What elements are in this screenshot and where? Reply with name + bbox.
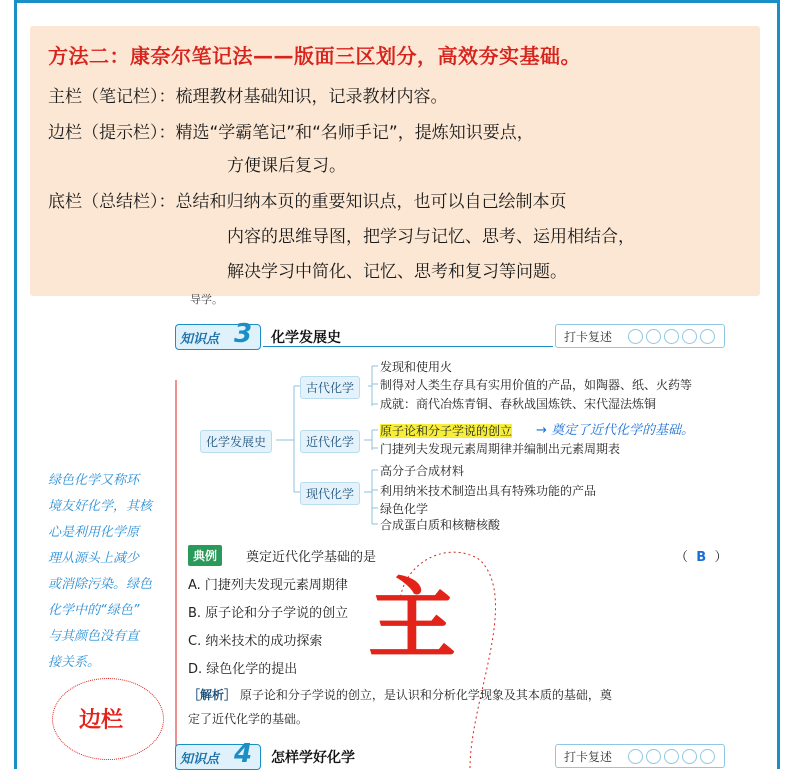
leaf-modern-1: 高分子合成材料 (380, 464, 465, 478)
margin-line: 接关系。 (48, 655, 101, 670)
method-title: 方法二：康奈尔笔记法——版面三区划分，高效夯实基础。 (48, 44, 581, 68)
handwritten-note: → 奠定了近代化学的基础。 (536, 423, 695, 438)
answer-open: （ (675, 550, 689, 565)
analysis-line-1 (188, 686, 612, 703)
margin-line: 理从源头上减少 (48, 551, 140, 566)
kp3-title: 化学发展史 (271, 330, 341, 346)
review-circle[interactable] (628, 749, 643, 764)
kp4-review-box[interactable] (555, 744, 725, 768)
row-label: 底栏（总结栏）： (48, 192, 176, 212)
example-badge: 典例 (188, 545, 222, 566)
leaf-ancient-1: 发现和使用火 (380, 360, 453, 374)
side-area-label: 边栏 (79, 708, 124, 733)
margin-line: 绿色化学又称环 (48, 473, 140, 488)
option-b: B. 原子论和分子学说的创立 (188, 606, 349, 621)
margin-note (48, 468, 173, 676)
kp4-header (175, 739, 725, 769)
leaf-early-1 (380, 422, 512, 439)
kp4-review-label: 打卡复述 (564, 750, 613, 764)
answer-value: B (696, 550, 707, 565)
analysis-line-2: 定了近代化学的基础。 (188, 712, 309, 726)
analysis-text: 原子论和分子学说的创立，是认识和分析化学现象及其本质的基础，奠 (239, 688, 612, 702)
highlight: 原子论和分子学说的创立 (380, 424, 513, 438)
review-circle[interactable] (700, 749, 715, 764)
kp3-number: 3 (234, 319, 253, 349)
margin-line: 与其颜色没有直 (48, 629, 140, 644)
leaf-ancient-3: 成就：商代冶炼青铜、春秋战国炼铁、宋代湿法炼铜 (380, 397, 657, 411)
leaf-early-2: 门捷列夫发现元素周期律并编制出元素周期表 (380, 442, 621, 456)
method-row-side-cont: 方便课后复习。 (227, 156, 346, 176)
example-answer (675, 546, 727, 565)
kp4-number: 4 (234, 739, 253, 769)
margin-line: 境友好化学，其核 (48, 499, 153, 514)
margin-line: 或消除污染。绿色 (48, 577, 153, 592)
row-label: 边栏（提示栏）： (48, 123, 176, 143)
analysis-tag: ［解析］ (188, 688, 237, 702)
option-a: A. 门捷列夫发现元素周期律 (188, 578, 348, 593)
kp4-badge-text: 知识点 (180, 752, 220, 767)
leaf-modern-3: 绿色化学 (380, 502, 429, 516)
method-row-bottom-cont2: 解决学习中简化、记忆、思考和复习等问题。 (227, 262, 567, 282)
row-text: 总结和归纳本页的重要知识点，也可以自己绘制本页 (175, 192, 567, 212)
kp4-title: 怎样学好化学 (271, 750, 355, 766)
row-text: 梳理教材基础知识，记录教材内容。 (175, 87, 448, 107)
row-label: 主栏（笔记栏）： (48, 87, 176, 107)
answer-close: ） (714, 550, 728, 565)
row-text: 精选“学霸笔记”和“名师手记”，提炼知识要点， (175, 123, 534, 143)
example-question: 奠定近代化学基础的是 (246, 550, 377, 565)
review-circle[interactable] (646, 749, 661, 764)
leaf-modern-4: 合成蛋白质和核糖核酸 (380, 518, 501, 532)
method-row-bottom-cont: 内容的思维导图，把学习与记忆、思考、运用相结合， (227, 227, 635, 247)
side-area-label-ring (52, 678, 164, 760)
kp3-review-label: 打卡复述 (564, 330, 613, 344)
review-circle[interactable] (664, 749, 679, 764)
option-d: D. 绿色化学的提出 (188, 662, 298, 677)
kp4-badge (175, 739, 261, 770)
mindmap-branch-ancient: 古代化学 (300, 376, 360, 399)
margin-line: 化学中的“绿色” (48, 603, 140, 618)
peek-text: 导学。 (190, 293, 223, 306)
mindmap-root: 化学发展史 (200, 430, 272, 453)
kp3-badge-text: 知识点 (180, 332, 220, 347)
option-c: C. 纳米技术的成功探索 (188, 634, 323, 649)
leaf-modern-2: 利用纳米技术制造出具有特殊功能的产品 (380, 484, 597, 498)
mindmap-branch-modern-early: 近代化学 (300, 430, 360, 453)
mindmap-branch-modern: 现代化学 (300, 482, 360, 505)
leaf-ancient-2: 制得对人类生存具有实用价值的产品，如陶器、纸、火药等 (380, 378, 693, 392)
main-area-label: 主 (368, 567, 457, 671)
review-circle[interactable] (682, 749, 697, 764)
margin-line: 心是利用化学原 (48, 525, 140, 540)
